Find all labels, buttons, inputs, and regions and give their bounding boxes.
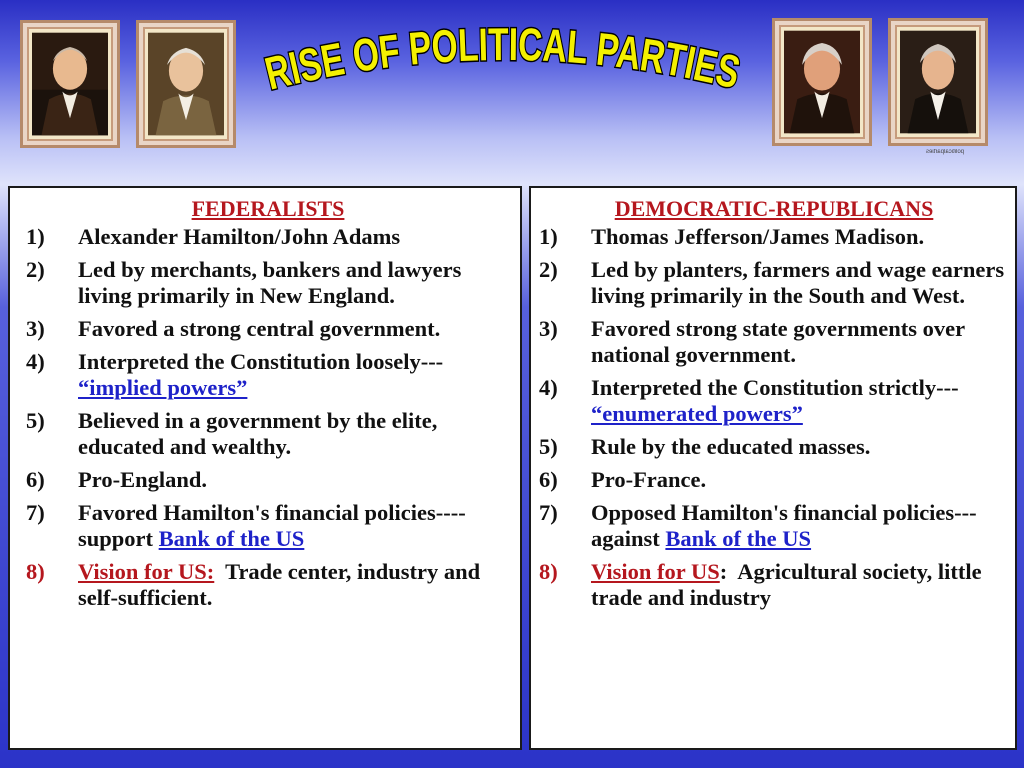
federalists-heading: FEDERALISTS — [191, 196, 345, 221]
image-caption: politicalparties — [926, 149, 965, 155]
page-title-text: RISE OF POLITICAL PARTIES — [260, 20, 754, 101]
list-item: 3) Favored strong state governments over national government. — [539, 316, 965, 367]
page-title — [255, 20, 755, 120]
hamilton-portrait — [20, 20, 120, 148]
federalists-list — [26, 224, 510, 611]
jefferson-portrait-icon — [784, 30, 860, 134]
list-item: 5) Rule by the educated masses. — [539, 434, 871, 459]
adams-portrait — [136, 20, 236, 148]
vision-label[interactable]: Vision for US: — [78, 559, 215, 584]
bank-of-us-link[interactable]: Bank of the US — [665, 526, 812, 551]
vision-label[interactable]: Vision for US — [591, 559, 720, 584]
list-item: 5) Believed in a government by the elite, educated and wealthy. — [26, 408, 438, 459]
list-item: 8) Vision for US: Agricultural society, little trade and industry — [539, 559, 988, 610]
democratic-republicans-heading: DEMOCRATIC-REPUBLICANS — [614, 196, 934, 221]
list-item: 3) Favored a strong central government. — [26, 316, 441, 341]
list-item: 7) Favored Hamilton's financial policies----support Bank of the US — [26, 500, 466, 551]
adams-portrait-icon — [148, 32, 224, 136]
democratic-republicans-panel — [529, 186, 1017, 750]
list-item: 1) Thomas Jefferson/James Madison. — [539, 224, 925, 249]
bank-of-us-link[interactable]: Bank of the US — [158, 526, 305, 551]
list-item: 6) Pro-France. — [539, 467, 707, 492]
implied-powers-link[interactable]: “implied powers” — [78, 375, 248, 400]
list-item: 1) Alexander Hamilton/John Adams — [26, 224, 401, 249]
madison-portrait-icon — [900, 30, 976, 134]
svg-text:RISE OF POLITICAL PARTIES — [260, 20, 754, 101]
list-item: 4) Interpreted the Constitution loosely--- “implied powers” — [26, 349, 444, 400]
federalists-panel — [8, 186, 522, 750]
hamilton-portrait-icon — [32, 32, 108, 136]
madison-portrait — [888, 18, 988, 146]
list-item: 7) Opposed Hamilton's financial policies---against Bank of the US — [539, 500, 977, 551]
list-item: 2) Led by planters, farmers and wage earners living primarily in the South and West. — [539, 257, 1005, 308]
democratic-republicans-list — [539, 224, 1009, 611]
enumerated-powers-link[interactable]: “enumerated powers” — [591, 401, 803, 426]
list-item: 4) Interpreted the Constitution strictly--- “enumerated powers” — [539, 375, 959, 426]
list-item: 6) Pro-England. — [26, 467, 207, 492]
jefferson-portrait — [772, 18, 872, 146]
list-item: 2) Led by merchants, bankers and lawyers living primarily in New England. — [26, 257, 462, 308]
list-item: 8) Vision for US: Trade center, industry and self-sufficient. — [26, 559, 486, 610]
